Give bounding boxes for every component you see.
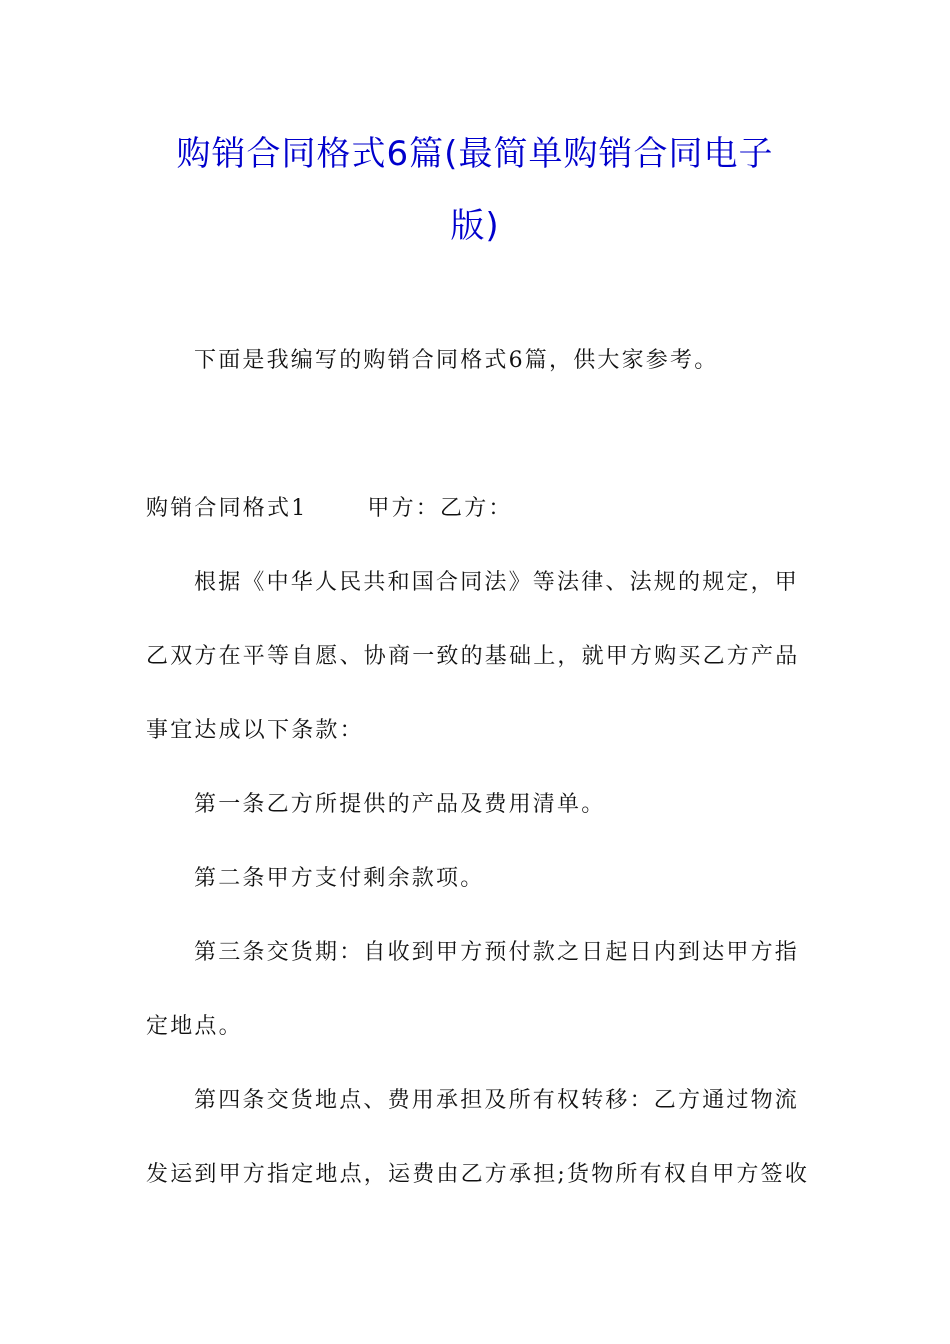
body-line: 发运到甲方指定地点，运费由乙方承担;货物所有权自甲方签收	[146, 1162, 810, 1187]
body-line: 乙双方在平等自愿、协商一致的基础上，就甲方购买乙方产品	[146, 644, 800, 669]
section-heading: 购销合同格式1	[146, 496, 308, 521]
document-title-line-2: 版)	[450, 206, 500, 246]
body-line: 根据《中华人民共和国合同法》等法律、法规的规定，甲	[194, 570, 800, 595]
clause-4: 第四条交货地点、费用承担及所有权转移：乙方通过物流	[194, 1088, 800, 1113]
section-heading-line	[146, 472, 816, 546]
body-line: 定地点。	[146, 1014, 243, 1039]
contract-body	[146, 472, 816, 1212]
document-title-line-1: 购销合同格式6篇(最简单购销合同电子	[176, 134, 774, 174]
intro-paragraph	[146, 324, 816, 398]
parties-line: 甲方：乙方：	[367, 496, 513, 521]
clause-2: 第二条甲方支付剩余款项。	[194, 866, 485, 891]
clause-3: 第三条交货期：自收到甲方预付款之日起日内到达甲方指	[194, 940, 800, 965]
body-line: 事宜达成以下条款：	[146, 718, 364, 743]
clause-1: 第一条乙方所提供的产品及费用清单。	[194, 792, 606, 817]
intro-text: 下面是我编写的购销合同格式6篇，供大家参考。	[194, 348, 719, 373]
